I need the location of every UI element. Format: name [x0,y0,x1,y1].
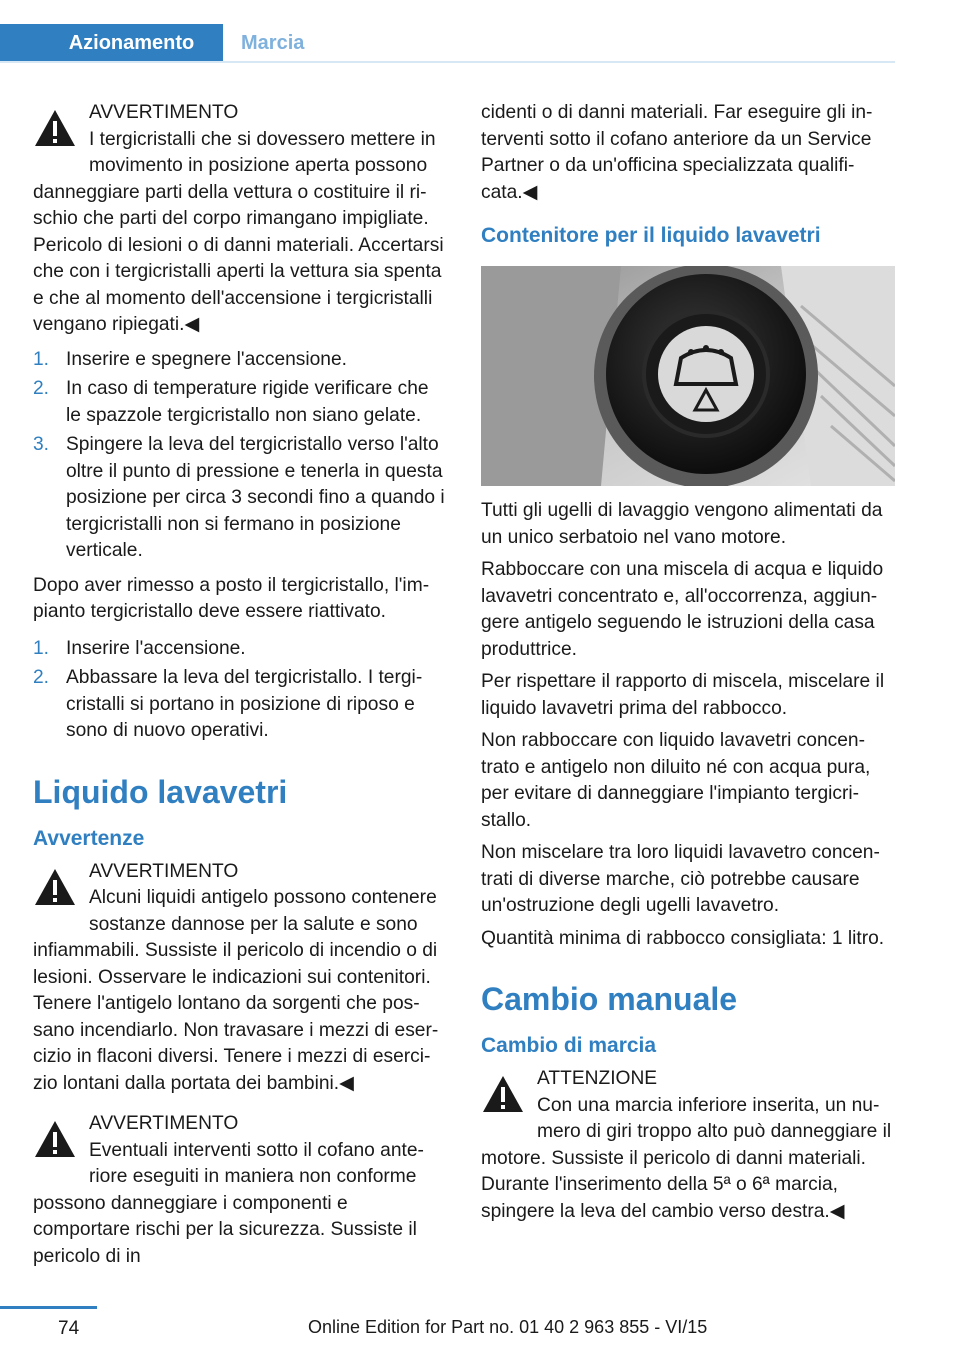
warning-block [481,1066,896,1225]
list-item [33,636,448,663]
paragraph: Non rabboccare con liquido lavavetri concentrato e antigelo non diluito né con acqua pura, per evitare di danneggiare l'impianto tergicristallo. [481,730,871,831]
steps-list-1 [33,347,448,565]
edition-text: Online Edition for Part no. 01 40 2 963 855 - VI/15 [308,1317,708,1337]
paragraph: Rabboccare con una miscela di acqua e liquido lavavetri concentrato e, all'occorrenza, aggiungere antigelo seguendo le istruzioni della casa produttrice. [481,559,884,660]
tab-marcia[interactable]: Marcia [241,31,305,54]
left-column [33,100,448,1278]
subsection-title: Cambio di marcia [481,1034,657,1057]
warning-text: Eventuali interventi sotto il cofano anteriore eseguiti in maniera non conforme possono danneggiare i componenti e comportare rischi per la sicurezza. Sussiste il pericolo di in [33,1139,424,1267]
paragraph: Dopo aver rimesso a posto il tergicristallo, l'impianto tergicristallo deve essere riattivato. [33,574,430,622]
right-column [481,100,896,1233]
warning-block [33,859,448,1098]
subsection-title: Avvertenze [33,826,145,850]
warning-triangle-icon [481,1072,525,1116]
step-number: 2. [33,378,50,399]
warning-title: ATTENZIONE [537,1068,658,1089]
step-text: Inserire e spegnere l'accensione. [66,348,347,370]
list-item [33,347,448,374]
warning-triangle-icon [33,865,77,909]
warning-block [33,1111,448,1270]
step-text: Spingere la leva del tergicristallo verso l'alto oltre il punto di pressione e tenerla in questa posizione per circa 3 secondi fino a quando i tergicristalli non si fermano in posizione verticale. [66,434,445,561]
step-text: Abbassare la leva del tergicristallo. I tergicristalli si portano in posizione di riposo e sono di nuovo operativi. [66,667,423,741]
warning-text: I tergicristalli che si dovessero mettere in movimento in posizione aperta possono danneggiare parti della vettura o costituire il rischio che parti del corpo rimangano impigliate. Pericolo di lesioni o di danni materiali. Accertarsi che con i tergicristalli aperti la vettura sia spenta e che al momento dell'accensione i tergicristalli vengano ripiegati.◀ [33,128,444,335]
page-number: 74 [58,1318,80,1339]
paragraph: Quantità minima di rabbocco consigliata: 1 litro. [481,927,885,949]
washer-cap-image [481,266,895,486]
list-item [33,665,448,745]
warning-block [33,100,448,339]
step-text: Inserire l'accensione. [66,637,246,659]
step-number: 1. [33,348,50,370]
paragraph: cidenti o di danni materiali. Far eseguire gli interventi sotto il cofano anteriore da un Service Partner o da un'officina specializzata qualificata.◀ [481,102,873,203]
step-number: 3. [33,434,50,455]
paragraph: Non miscelare tra loro liquidi lavavetro concentrati di diverse marche, ciò potrebbe causare un'ostruzione degli ugelli lavavetro. [481,842,880,916]
warning-triangle-icon [33,106,77,150]
paragraph: Per rispettare il rapporto di miscela, miscelare il liquido lavavetri prima del rabbocco. [481,671,885,719]
warning-triangle-icon [33,1117,77,1161]
step-number: 1. [33,637,50,659]
page-header [0,0,895,64]
steps-list-2 [33,636,448,745]
step-number: 2. [33,667,50,688]
subsection-title: Contenitore per il liquido lavavetri [481,224,821,247]
header-divider [0,61,895,63]
footer-divider [0,1306,97,1309]
warning-text: Con una marcia inferiore inserita, un numero di giri troppo alto può danneggiare il motore. Sussiste il pericolo di danni materiali. Durante l'inserimento della 5ª o 6ª marcia, spingere la leva del cambio verso destra.◀ [481,1094,892,1222]
list-item [33,376,448,429]
section-title: Cambio manuale [481,981,738,1017]
step-text: In caso di temperature rigide verificare che le spazzole tergicristallo non siano gelate. [66,378,429,426]
warning-text: Alcuni liquidi antigelo possono contenere sostanze dannose per la salute e sono infiammabili. Sussiste il pericolo di incendio o di lesioni. Osservare le indicazioni sui contenitori. Tenere l'antigelo lontano da sorgenti che possano incendiarlo. Non travasare i mezzi di esercizio in flaconi diversi. Tenere i mezzi di esercizio lontani dalla portata dei bambini.◀ [33,887,439,1094]
section-title: Liquido lavavetri [33,773,288,810]
tab-azionamento[interactable]: Azionamento [0,24,223,62]
washer-reservoir-photo [481,266,895,486]
warning-title: AVVERTIMENTO [89,860,239,882]
list-item [33,432,448,565]
paragraph: Tutti gli ugelli di lavaggio vengono alimentati da un unico serbatoio nel vano motore. [481,500,883,548]
warning-title: AVVERTIMENTO [89,1113,239,1134]
warning-title: AVVERTIMENTO [89,102,239,123]
